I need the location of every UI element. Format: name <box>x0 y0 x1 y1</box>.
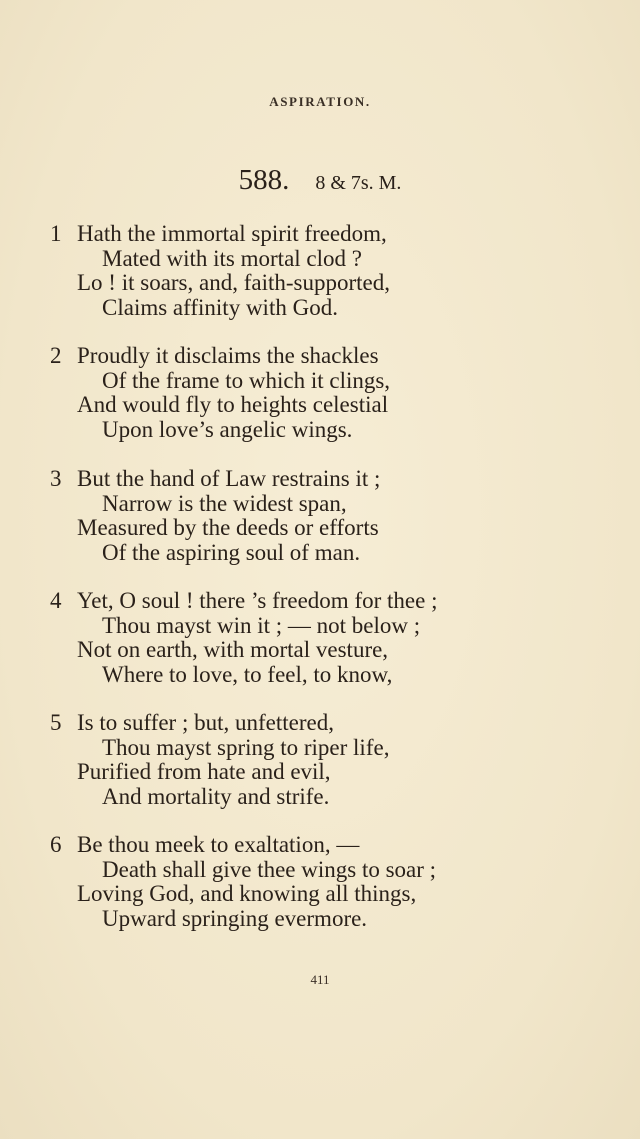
stanza-number: 1 <box>50 221 62 246</box>
stanza-line: Measured by the deeds or efforts <box>77 515 379 540</box>
stanza-line <box>50 467 610 492</box>
stanza-line: Mated with its mortal clod ? <box>102 245 362 271</box>
stanza-line: Upward springing evermore. <box>102 905 368 931</box>
stanza-line <box>50 344 610 369</box>
stanza-line-text: Hath the immortal spirit freedom, <box>77 221 387 246</box>
stanza-number: 3 <box>50 466 62 491</box>
stanza-number: 5 <box>50 710 62 735</box>
stanza-1 <box>50 222 610 320</box>
stanza-4 <box>50 589 610 687</box>
stanza-2 <box>50 344 610 442</box>
stanza-line <box>50 833 610 858</box>
stanza-line: Where to love, to feel, to know, <box>102 661 393 687</box>
stanza-line: Upon love’s angelic wings. <box>102 416 353 442</box>
hymn-number: 588. <box>238 164 290 196</box>
hymn-title <box>0 164 640 197</box>
stanza-line-text: Yet, O soul ! there ’s freedom for thee ; <box>77 588 438 613</box>
stanza-line: Death shall give thee wings to soar ; <box>102 856 437 882</box>
stanza-line: Of the frame to which it clings, <box>102 367 391 393</box>
stanza-6 <box>50 833 610 931</box>
stanza-line: Thou mayst win it ; — not below ; <box>102 612 421 638</box>
stanza-line: Claims affinity with God. <box>102 294 338 320</box>
stanza-line: And would fly to heights celestial <box>77 392 389 417</box>
stanza-line: Loving God, and knowing all things, <box>77 881 417 906</box>
stanza-line <box>50 222 610 247</box>
page-number: 411 <box>310 972 330 987</box>
stanza-line <box>50 589 610 614</box>
stanza-line <box>50 711 610 736</box>
section-header: ASPIRATION. <box>269 94 371 109</box>
stanza-line-text: Be thou meek to exaltation, — <box>77 832 360 857</box>
hymn-meter: 8 & 7s. M. <box>315 172 402 194</box>
stanza-line: Narrow is the widest span, <box>102 490 347 516</box>
stanza-line-text: But the hand of Law restrains it ; <box>77 466 381 491</box>
stanza-line-text: Proudly it disclaims the shackles <box>77 343 379 368</box>
stanza-line: Thou mayst spring to riper life, <box>102 734 390 760</box>
stanza-line: Of the aspiring soul of man. <box>102 539 361 565</box>
stanza-5 <box>50 711 610 809</box>
stanza-number: 2 <box>50 343 62 368</box>
stanza-line: And mortality and strife. <box>102 783 330 809</box>
stanza-number: 6 <box>50 832 62 857</box>
stanza-line: Not on earth, with mortal vesture, <box>77 637 389 662</box>
stanza-line: Lo ! it soars, and, faith-supported, <box>77 270 390 295</box>
stanza-3 <box>50 467 610 565</box>
stanza-line: Purified from hate and evil, <box>77 759 331 784</box>
stanza-number: 4 <box>50 588 62 613</box>
stanza-line-text: Is to suffer ; but, unfettered, <box>77 710 334 735</box>
